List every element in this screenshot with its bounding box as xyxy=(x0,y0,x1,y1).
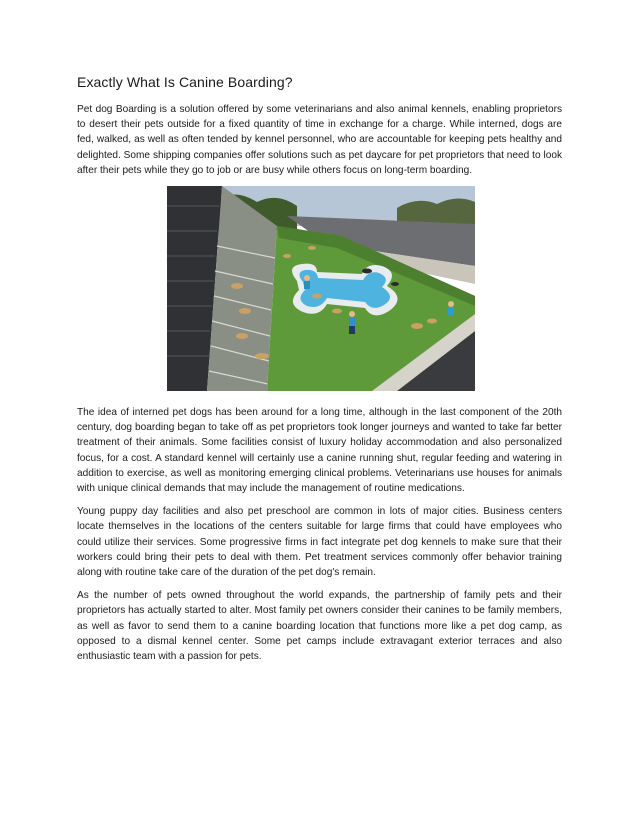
document-page xyxy=(77,74,562,672)
paragraph-1: Pet dog Boarding is a solution offered by some veterinarians and also animal kennels, enabling proprietors to desert their pets outside for a fixed quantity of time in exchange for a charge. While interned, dogs are fed, walked, as well as often tended by kennel personnel, who are accountable for keeping pets healthy and delighted. Some shipping companies offer solutions such as pet daycare for pet proprietors that need to look after their pets while they go to job or are busy while others focus on long-term boarding. xyxy=(77,104,562,176)
kennel-aerial-image xyxy=(167,186,475,391)
paragraph-2: The idea of interned pet dogs has been around for a long time, although in the last component of the 20th century, dog boarding began to take off as pet proprietors took longer journeys and wanted to take far better treatment of their animals. Some facilities consist of luxury holiday accommodation and also personalized focus, for a cost. A standard kennel will certainly use a canine running shut, regular feeding and watering in addition to exercise, as well as monitoring emerging clinical problems. Veterinarians use houses for animals with unique clinical demands that may include the management of routine medications. xyxy=(77,407,562,495)
paragraph-3: Young puppy day facilities and also pet preschool are common in lots of major cities. Business centers locate themselves in the locations of the centers suitable for large firms that could have employees who could utilize their services. Some progressive firms in fact integrate pet dog kennels to make sure that their workers could bring their pets to deal with them. Pet treatment services commonly offer behavior training along with routine take care of the duration of the pet dog's remain. xyxy=(77,506,562,579)
document-title: Exactly What Is Canine Boarding? xyxy=(77,74,293,90)
kennel-photo xyxy=(167,186,475,391)
paragraph-4: As the number of pets owned throughout the world expands, the partnership of family pets and their proprietors has actually started to alter. Most family pet owners consider their canines to be family members, as well as favor to send them to a canine boarding location that functions more like a pet dog camp, as opposed to a dismal kennel center. Some pet camps include extravagant exterior terraces and also enthusiastic team with a passion for pets. xyxy=(77,590,562,663)
